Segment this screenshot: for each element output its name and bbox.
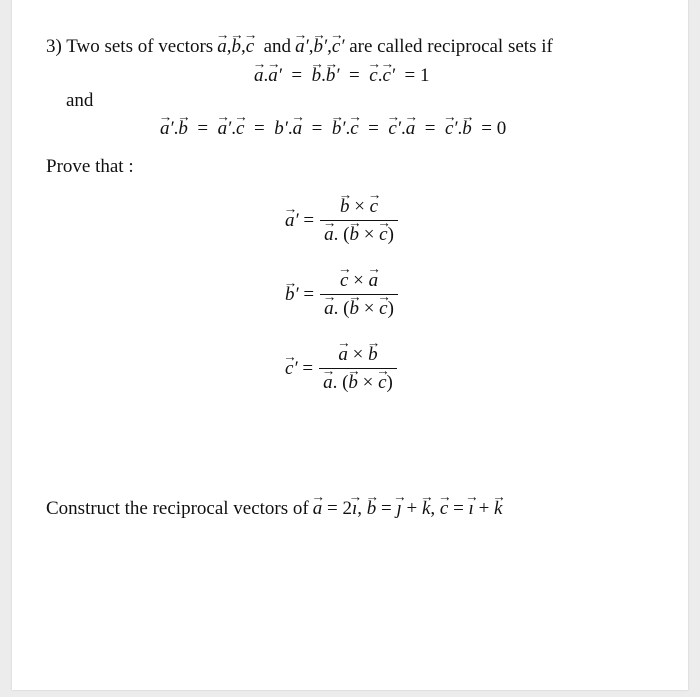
vector-set-primed: a →′,b →′,c →′ <box>295 36 349 57</box>
prove-label: Prove that : <box>46 156 134 177</box>
construct-line <box>46 498 502 520</box>
document-page <box>12 0 688 690</box>
statement-lead: 3) Two sets of vectors <box>46 36 214 57</box>
construct-lead: Construct the reciprocal vectors of <box>46 498 309 519</box>
formula-a-prime: a →′ = $\frac{b \to \times c \to}{a \to. (b \to \times c \to)}$ <box>285 196 398 246</box>
formula-b-prime: b →′ = $\frac{c \to \times a \to}{a \to. (b \to \times c \to)}$ <box>285 270 398 320</box>
and-label: and <box>66 90 94 111</box>
and-inline: and <box>263 36 292 57</box>
condition-equation-2: a →′.b → = a →′.c → = b′.a → = b →′.c → = c →′.a → = c →′.b → = 0 <box>160 118 506 140</box>
given-vectors: a → = 2ı →, b → = ȷ → + k →, c → = ı → + k → <box>313 498 503 519</box>
statement-tail: are called reciprocal sets if <box>349 36 553 57</box>
condition-equation-1: a →.a →′ = b →.b →′ = c →.c →′ = 1 <box>254 65 430 87</box>
formula-c-prime: c →′ = $\frac{a \to \times b \to}{a \to. (b \to \times c \to)}$ <box>285 344 397 394</box>
vector-set-unprimed: a →,b →,c → <box>217 36 259 57</box>
statement-line <box>46 36 553 58</box>
